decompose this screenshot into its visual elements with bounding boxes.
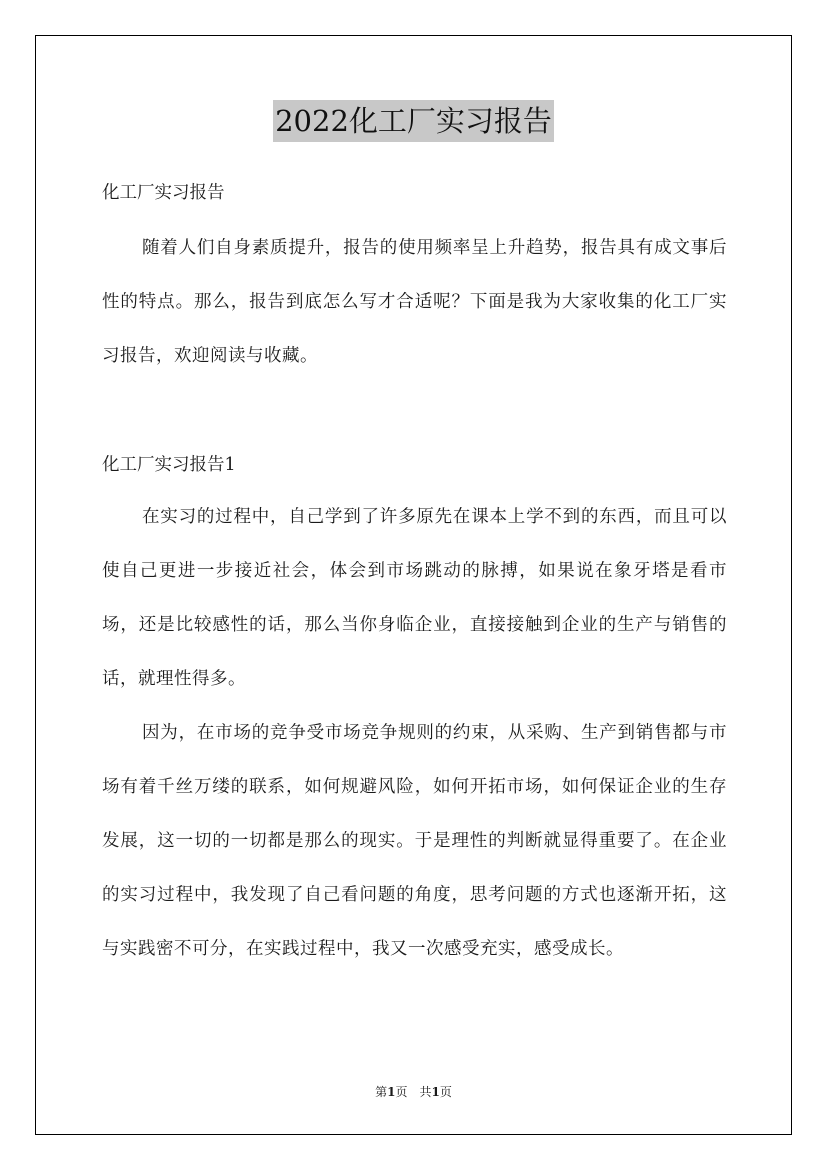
footer-page-number: 1	[387, 1085, 396, 1099]
footer-total-pages: 1	[431, 1085, 440, 1099]
title-container	[0, 100, 827, 142]
document-title: 2022化工厂实习报告	[273, 100, 554, 142]
footer-mid: 页 共	[395, 1085, 432, 1099]
document-subtitle: 化工厂实习报告	[102, 183, 225, 203]
section-heading: 化工厂实习报告1	[102, 455, 236, 475]
footer-prefix: 第	[375, 1085, 388, 1099]
body-paragraph-2: 因为，在市场的竞争受市场竞争规则的约束，从采购、生产到销售都与市场有着千丝万缕的联系，如何规避风险，如何开拓市场，如何保证企业的生存发展，这一切的一切都是那么的现实。于是理性的判断就显得重要了。在企业的实习过程中，我发现了自己看问题的角度，思考问题的方式也逐渐开拓，这与实践密不可分，在实践过程中，我又一次感受充实，感受成长。	[102, 723, 727, 959]
body-paragraph-1: 在实习的过程中，自己学到了许多原先在课本上学不到的东西，而且可以使自己更进一步接近社会，体会到市场跳动的脉搏，如果说在象牙塔是看市场，还是比较感性的话，那么当你身临企业，直接接触到企业的生产与销售的话，就理性得多。	[102, 507, 727, 689]
page-footer	[0, 1083, 827, 1101]
intro-paragraph: 随着人们自身素质提升，报告的使用频率呈上升趋势，报告具有成文事后性的特点。那么，报告到底怎么写才合适呢？下面是我为大家收集的化工厂实习报告，欢迎阅读与收藏。	[102, 238, 727, 366]
footer-suffix: 页	[439, 1085, 452, 1099]
